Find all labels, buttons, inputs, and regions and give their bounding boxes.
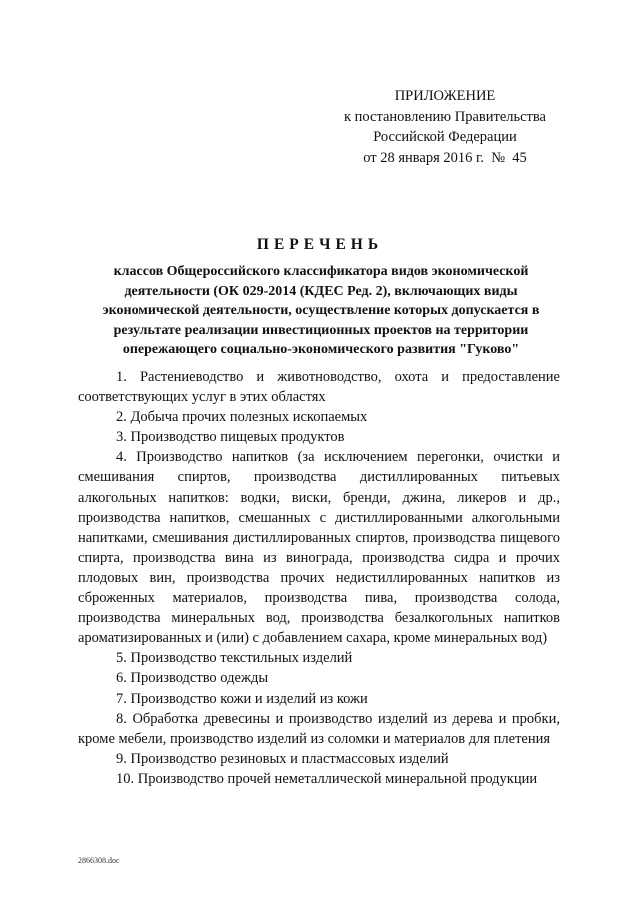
list-item: 10. Производство прочей неметаллической минеральной продукции (116, 770, 538, 787)
document-title: ПЕРЕЧЕНЬ (256, 236, 384, 253)
list-item: 8. Обработка древесины и производство изделий из дерева и пробки, кроме мебели, производство изделий из соломки и материалов для плетения (78, 710, 560, 747)
list-item: 2. Добыча прочих полезных ископаемых (116, 409, 368, 426)
appendix-line-1: к постановлению Правительства (344, 108, 546, 125)
list-item: 1. Растениеводство и животноводство, охота и предоставление соответствующих услуг в этих областях (78, 369, 560, 406)
list-item: 7. Производство кожи и изделий из кожи (116, 690, 368, 707)
list-item: 5. Производство текстильных изделий (116, 650, 353, 667)
appendix-line-2: Российской Федерации (373, 129, 517, 145)
list-item: 4. Производство напитков (за исключением перегонки, очистки и смешивания спиртов, производства дистиллированных питьевых алкогольных напитков: водки, виски, бренди, джина, ликеров и др., производства напитков, смешанных с дистиллированными алкогольными напитками, смешивания дистиллированных спиртов, производства пищевого спирта, производства вина из винограда, производства сидра и прочих плодовых вин, производства прочих недистиллированных напитков из сброженных материалов, производства пива, производства солода, производства минеральных вод, производства безалкогольных напитков ароматизированных и (или) с добавлением сахара, кроме минеральных вод) (78, 449, 560, 647)
activity-list (78, 367, 560, 789)
appendix-line-3: от 28 января 2016 г. № 45 (363, 149, 527, 166)
appendix-block (330, 86, 560, 168)
list-item: 6. Производство одежды (116, 670, 269, 687)
document-subtitle: классов Общероссийского классификатора видов экономической деятельности (ОК 029-2014 (КДЕС Ред. 2), включающих виды экономической деятельности, осуществление которых допускается в результате реализации инвестиционных проектов на территории опережающего социально-экономического развития "Гуково" (102, 264, 540, 357)
appendix-label: ПРИЛОЖЕНИЕ (394, 88, 496, 104)
list-item: 3. Производство пищевых продуктов (116, 429, 345, 446)
document-file-code: 2866308.doc (78, 856, 120, 865)
list-item: 9. Производство резиновых и пластмассовых изделий (116, 750, 449, 767)
